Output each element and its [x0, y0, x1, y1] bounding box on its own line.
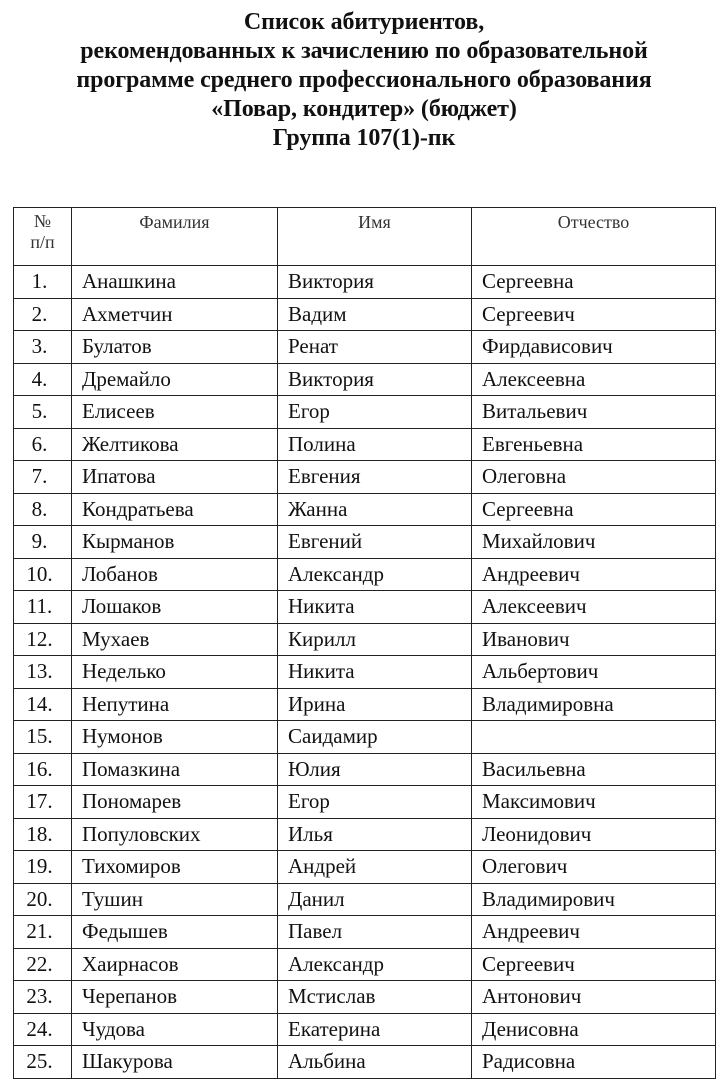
first-name-cell: Виктория [278, 363, 472, 396]
table-body [14, 266, 716, 1079]
applicants-table [13, 207, 716, 1079]
row-number-cell: 19. [14, 851, 72, 884]
patronymic-cell: Евгеньевна [472, 428, 716, 461]
row-number-cell: 23. [14, 981, 72, 1014]
table-row [14, 753, 716, 786]
first-name-cell: Альбина [278, 1046, 472, 1079]
table-row [14, 883, 716, 916]
table-row [14, 591, 716, 624]
table-row [14, 786, 716, 819]
row-number-cell: 2. [14, 298, 72, 331]
table-row [14, 916, 716, 949]
row-number-cell: 3. [14, 331, 72, 364]
last-name-cell: Мухаев [72, 623, 278, 656]
table-row [14, 558, 716, 591]
title-line: «Повар, кондитер» (бюджет) [211, 96, 517, 122]
last-name-cell: Черепанов [72, 981, 278, 1014]
first-name-cell: Егор [278, 786, 472, 819]
last-name-cell: Нумонов [72, 721, 278, 754]
row-number-cell: 17. [14, 786, 72, 819]
patronymic-cell: Леонидович [472, 818, 716, 851]
patronymic-cell: Андреевич [472, 558, 716, 591]
row-number-cell: 20. [14, 883, 72, 916]
last-name-cell: Дремайло [72, 363, 278, 396]
table-row [14, 363, 716, 396]
group-title: Группа 107(1)-пк [272, 125, 456, 151]
first-name-cell: Андрей [278, 851, 472, 884]
first-name-cell: Екатерина [278, 1013, 472, 1046]
table-row [14, 1013, 716, 1046]
first-name-cell: Евгений [278, 526, 472, 559]
table-row [14, 461, 716, 494]
row-number-cell: 7. [14, 461, 72, 494]
patronymic-cell: Фирдависович [472, 331, 716, 364]
patronymic-cell: Радисовна [472, 1046, 716, 1079]
last-name-cell: Ахметчин [72, 298, 278, 331]
row-number-cell: 11. [14, 591, 72, 624]
title-line: Список абитуриентов, [243, 9, 485, 35]
first-name-cell: Павел [278, 916, 472, 949]
number-header-line1: № [33, 211, 52, 231]
first-name-cell: Илья [278, 818, 472, 851]
patronymic-cell: Денисовна [472, 1013, 716, 1046]
patronymic-cell: Алексеевна [472, 363, 716, 396]
last-name-cell: Анашкина [72, 266, 278, 299]
table-row [14, 1046, 716, 1079]
table-row [14, 818, 716, 851]
first-name-cell: Юлия [278, 753, 472, 786]
last-name-cell: Непутина [72, 688, 278, 721]
first-name-cell: Евгения [278, 461, 472, 494]
table-row [14, 266, 716, 299]
first-name-cell: Мстислав [278, 981, 472, 1014]
first-name-cell: Егор [278, 396, 472, 429]
last-name-cell: Тихомиров [72, 851, 278, 884]
table-row [14, 623, 716, 656]
first-name-cell: Ренат [278, 331, 472, 364]
last-name-cell: Федышев [72, 916, 278, 949]
table-row [14, 948, 716, 981]
table-row [14, 428, 716, 461]
table-row [14, 493, 716, 526]
title-line: рекомендованных к зачислению по образовательной [80, 38, 648, 64]
last-name-cell: Шакурова [72, 1046, 278, 1079]
row-number-cell: 4. [14, 363, 72, 396]
patronymic-cell [472, 721, 716, 754]
last-name-cell: Тушин [72, 883, 278, 916]
first-name-cell: Никита [278, 656, 472, 689]
last-name-cell: Кондратьева [72, 493, 278, 526]
last-name-cell: Кырманов [72, 526, 278, 559]
last-name-cell: Популовских [72, 818, 278, 851]
table-row [14, 331, 716, 364]
first-name-cell: Никита [278, 591, 472, 624]
column-header-patronymic: Отчество [472, 208, 716, 266]
row-number-cell: 1. [14, 266, 72, 299]
table-row [14, 396, 716, 429]
row-number-cell: 18. [14, 818, 72, 851]
row-number-cell: 10. [14, 558, 72, 591]
table-row [14, 688, 716, 721]
first-name-cell: Полина [278, 428, 472, 461]
column-header-last-name: Фамилия [72, 208, 278, 266]
table-row [14, 721, 716, 754]
row-number-cell: 16. [14, 753, 72, 786]
row-number-cell: 9. [14, 526, 72, 559]
last-name-cell: Елисеев [72, 396, 278, 429]
patronymic-cell: Владимировна [472, 688, 716, 721]
patronymic-cell: Алексеевич [472, 591, 716, 624]
last-name-cell: Ипатова [72, 461, 278, 494]
document-title [0, 8, 728, 153]
number-header-line2: п/п [30, 232, 55, 252]
patronymic-cell: Сергеевна [472, 266, 716, 299]
last-name-cell: Желтикова [72, 428, 278, 461]
last-name-cell: Булатов [72, 331, 278, 364]
first-name-cell: Александр [278, 948, 472, 981]
first-name-cell: Александр [278, 558, 472, 591]
table-header-row [14, 208, 716, 266]
last-name-cell: Лошаков [72, 591, 278, 624]
row-number-cell: 22. [14, 948, 72, 981]
row-number-cell: 24. [14, 1013, 72, 1046]
patronymic-cell: Сергеевич [472, 298, 716, 331]
first-name-cell: Виктория [278, 266, 472, 299]
last-name-cell: Неделько [72, 656, 278, 689]
first-name-cell: Ирина [278, 688, 472, 721]
last-name-cell: Пономарев [72, 786, 278, 819]
column-header-first-name: Имя [278, 208, 472, 266]
patronymic-cell: Максимович [472, 786, 716, 819]
patronymic-cell: Витальевич [472, 396, 716, 429]
column-header-number [14, 208, 72, 266]
patronymic-cell: Сергеевич [472, 948, 716, 981]
row-number-cell: 15. [14, 721, 72, 754]
patronymic-cell: Олеговна [472, 461, 716, 494]
row-number-cell: 6. [14, 428, 72, 461]
row-number-cell: 5. [14, 396, 72, 429]
row-number-cell: 21. [14, 916, 72, 949]
last-name-cell: Лобанов [72, 558, 278, 591]
table-row [14, 851, 716, 884]
last-name-cell: Хаирнасов [72, 948, 278, 981]
first-name-cell: Данил [278, 883, 472, 916]
title-line: программе среднего профессионального образования [76, 67, 652, 93]
row-number-cell: 25. [14, 1046, 72, 1079]
first-name-cell: Кирилл [278, 623, 472, 656]
table-row [14, 981, 716, 1014]
row-number-cell: 12. [14, 623, 72, 656]
table-row [14, 298, 716, 331]
first-name-cell: Вадим [278, 298, 472, 331]
last-name-cell: Чудова [72, 1013, 278, 1046]
patronymic-cell: Альбертович [472, 656, 716, 689]
patronymic-cell: Андреевич [472, 916, 716, 949]
row-number-cell: 14. [14, 688, 72, 721]
table-row [14, 656, 716, 689]
row-number-cell: 8. [14, 493, 72, 526]
patronymic-cell: Васильевна [472, 753, 716, 786]
table-row [14, 526, 716, 559]
patronymic-cell: Олегович [472, 851, 716, 884]
patronymic-cell: Михайлович [472, 526, 716, 559]
patronymic-cell: Сергеевна [472, 493, 716, 526]
patronymic-cell: Иванович [472, 623, 716, 656]
last-name-cell: Помазкина [72, 753, 278, 786]
patronymic-cell: Владимирович [472, 883, 716, 916]
row-number-cell: 13. [14, 656, 72, 689]
first-name-cell: Жанна [278, 493, 472, 526]
patronymic-cell: Антонович [472, 981, 716, 1014]
first-name-cell: Саидамир [278, 721, 472, 754]
